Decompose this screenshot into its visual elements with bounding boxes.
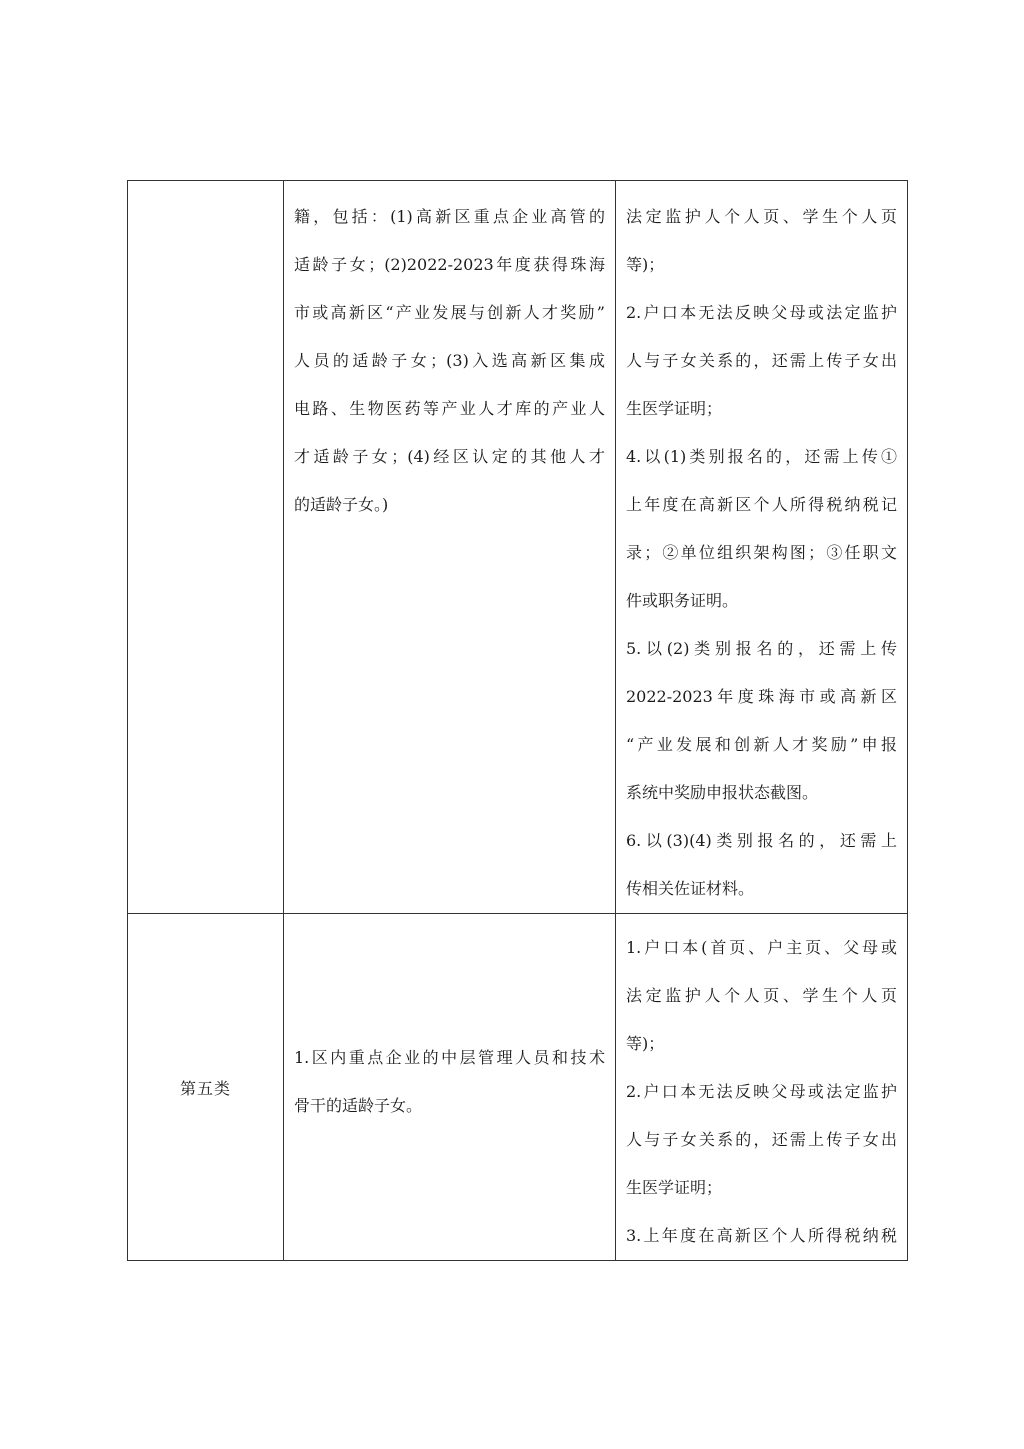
text-line: 籍，包括：(1)高新区重点企业高管的 [294, 207, 605, 226]
text-line: 传相关佐证材料。 [626, 879, 755, 898]
text-line: 系统中奖励申报状态截图。 [626, 783, 819, 802]
materials-cell [616, 181, 908, 914]
text-line: 2.户口本无法反映父母或法定监护 [626, 303, 897, 322]
text-line: 骨干的适龄子女。 [294, 1095, 423, 1115]
text-line: 4.以(1)类别报名的，还需上传① [626, 447, 897, 466]
text-line: 才适龄子女；(4)经区认定的其他人才 [294, 447, 605, 466]
text-line: 法定监护人个人页、学生个人页 [626, 986, 897, 1005]
table-row [128, 181, 908, 914]
text-line: 市或高新区“产业发展与创新人才奖励” [294, 303, 605, 322]
text-line: 法定监护人个人页、学生个人页 [626, 207, 897, 226]
text-line: 适龄子女；(2)2022-2023年度获得珠海 [294, 255, 605, 274]
materials-text [616, 914, 907, 1260]
text-line: 2.户口本无法反映父母或法定监护 [626, 1082, 897, 1101]
text-line: 3.上年度在高新区个人所得税纳税 [626, 1226, 897, 1245]
text-line: 上年度在高新区个人所得税纳税记 [626, 495, 897, 514]
text-line: “产业发展和创新人才奖励”申报 [626, 735, 897, 754]
text-line: 件或职务证明。 [626, 591, 739, 610]
text-line: 1.户口本(首页、户主页、父母或 [626, 938, 897, 957]
description-text [284, 181, 615, 529]
text-line: 的适龄子女。) [294, 495, 389, 514]
text-line: 1.区内重点企业的中层管理人员和技术 [294, 1047, 605, 1067]
text-line: 电路、生物医药等产业人才库的产业人 [294, 399, 605, 418]
text-line: 等)； [626, 255, 665, 274]
materials-text [616, 181, 907, 913]
category-cell [128, 181, 284, 914]
description-text [284, 914, 615, 1249]
text-line: 5.以(2)类别报名的，还需上传 [626, 639, 897, 658]
text-line: 人与子女关系的，还需上传子女出 [626, 1130, 897, 1149]
description-cell [284, 181, 616, 914]
text-line: 人员的适龄子女；(3)入选高新区集成 [294, 351, 605, 370]
description-cell [284, 914, 616, 1261]
text-line: 生医学证明； [626, 1178, 723, 1197]
materials-cell [616, 914, 908, 1261]
text-line: 生医学证明； [626, 399, 723, 418]
text-line: 人与子女关系的，还需上传子女出 [626, 351, 897, 370]
document-table [127, 180, 908, 1261]
text-line: 等)； [626, 1034, 665, 1053]
table-row [128, 914, 908, 1261]
text-line: 2022-2023年度珠海市或高新区 [626, 687, 897, 706]
text-line: 6.以(3)(4)类别报名的，还需上 [626, 831, 897, 850]
text-line: 录；②单位组织架构图；③任职文 [626, 543, 897, 562]
category-cell: 第五类 [128, 914, 284, 1261]
